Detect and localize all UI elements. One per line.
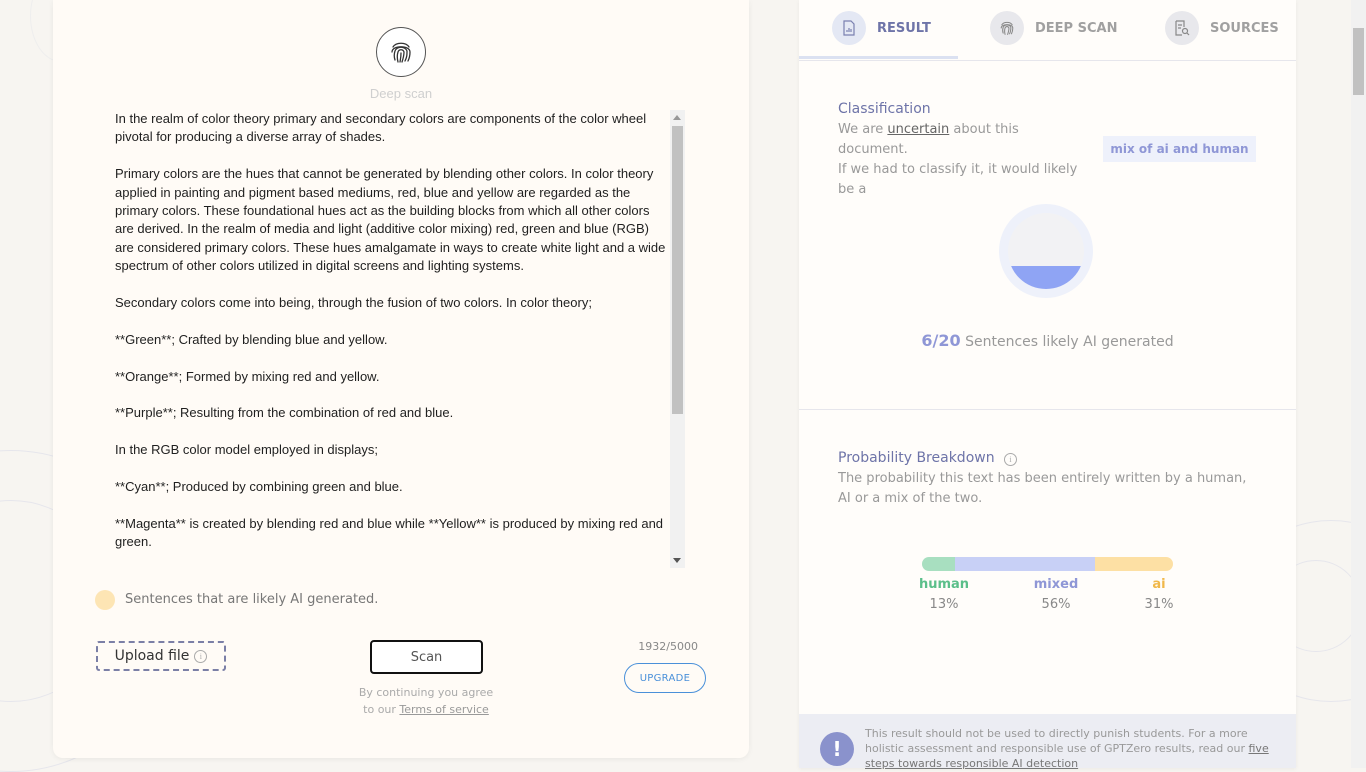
tab-deep-scan[interactable] — [990, 10, 1117, 46]
text-input[interactable] — [115, 110, 671, 568]
tab-result-label: RESULT — [877, 20, 931, 36]
probability-segment-mixed — [955, 557, 1096, 571]
probability-description: The probability this text has been entirely written by a human, AI or a mix of the two. — [838, 471, 1247, 506]
exclamation-icon: ! — [820, 732, 854, 766]
cls-line2: If we had to classify it, it would likely be a — [838, 162, 1078, 197]
uncertain-text: uncertain — [887, 122, 950, 137]
cls-line1-prefix: We are — [838, 122, 884, 137]
tab-sources-label: SOURCES — [1210, 20, 1279, 36]
text-paragraph: **Cyan**; Produced by combining green and blue. — [115, 479, 403, 495]
scroll-up-arrow-icon[interactable] — [673, 115, 681, 120]
probability-segment-human — [922, 557, 955, 571]
ai-legend-text: Sentences that are likely AI generated. — [125, 592, 379, 607]
page-scrollbar[interactable] — [1351, 0, 1366, 768]
gauge-fill — [1008, 266, 1084, 289]
text-scrollbar[interactable] — [670, 110, 685, 568]
text-paragraph: **Orange**; Formed by mixing red and yellow. — [115, 368, 380, 384]
input-card — [53, 0, 749, 758]
section-divider — [799, 409, 1296, 410]
terms-of-service-link[interactable]: Terms of service — [399, 703, 489, 716]
classification-badge: mix of ai and human — [1103, 136, 1256, 162]
text-paragraph: **Purple**; Resulting from the combination of red and blue. — [115, 405, 454, 421]
responsible-ai-link[interactable]: five steps towards responsible AI detection — [865, 742, 1269, 770]
probability-value-human: 13% — [929, 597, 959, 612]
page-scroll-thumb[interactable] — [1353, 28, 1364, 95]
tos-to: to our — [363, 703, 396, 716]
scroll-down-arrow-icon[interactable] — [673, 558, 681, 563]
scan-label: Scan — [410, 649, 443, 665]
fingerprint-icon — [387, 38, 415, 66]
text-paragraph: Primary colors are the hues that cannot be generated by blending other colors. In color theory applied in painting and pigment based mediums, red, blue and yellow are regarded as the primary colors. These foundational hues act as the building blocks from which all other colors are derived. In the realm of media and light (additive color mixing) red, green and blue (RGB) are considered primary colors. These hues amalgamate in ways to create white light and a wide spectrum of other colors utilized in digital screens and lighting systems. — [115, 166, 666, 274]
info-icon[interactable]: i — [194, 650, 207, 663]
cls-line1-suffix: about this document. — [838, 122, 1019, 157]
deep-scan-button[interactable] — [376, 27, 426, 77]
probability-value-ai: 31% — [1144, 597, 1174, 612]
upload-file-label: Upload file — [114, 648, 190, 664]
disclaimer-footer — [799, 714, 1296, 768]
text-paragraph: Secondary colors come into being, through the fusion of two colors. In color theory; — [115, 295, 592, 311]
probability-value-mixed: 56% — [1041, 597, 1071, 612]
fingerprint-icon — [990, 11, 1024, 45]
result-card — [799, 0, 1296, 768]
ai-count-label: Sentences likely AI generated — [965, 334, 1174, 350]
text-paragraph: In the RGB color model employed in displays; — [115, 442, 379, 458]
ai-count-value: 6/20 — [921, 331, 961, 350]
probability-label-ai: ai — [1152, 577, 1166, 592]
ai-sentence-gauge — [999, 204, 1093, 298]
classification-title: Classification — [838, 101, 931, 117]
probability-label-mixed: mixed — [1033, 577, 1079, 592]
character-counter: 1932/5000 — [638, 640, 698, 653]
classification-text — [838, 120, 1090, 200]
scroll-thumb[interactable] — [672, 126, 683, 414]
upgrade-label: UPGRADE — [639, 672, 691, 684]
upgrade-button[interactable] — [624, 663, 706, 693]
probability-title-text: Probability Breakdown — [838, 450, 995, 466]
tos-prefix: By continuing you agree — [358, 686, 494, 699]
document-icon — [832, 11, 866, 45]
probability-bar — [922, 557, 1173, 571]
disclaimer-text — [865, 726, 1270, 771]
info-icon[interactable]: i — [1004, 453, 1017, 466]
text-paragraph: **Magenta** is created by blending red and blue while **Yellow** is produced by mixing red and green. — [115, 515, 664, 550]
ai-legend-dot — [95, 590, 115, 610]
ai-sentence-count — [799, 331, 1296, 350]
probability-title — [838, 450, 1017, 466]
text-paragraph: **Green**; Crafted by blending blue and yellow. — [115, 331, 388, 347]
disclaimer-body: This result should not be used to directly punish students. For a more holistic assessment and responsible use of GPTZero results, read our — [865, 727, 1248, 755]
active-tab-indicator — [799, 56, 958, 59]
tab-sources[interactable] — [1165, 10, 1279, 46]
upload-file-button[interactable] — [96, 641, 226, 671]
probability-segment-ai — [1095, 557, 1173, 571]
search-document-icon — [1165, 11, 1199, 45]
tab-deep-scan-label: DEEP SCAN — [1035, 20, 1118, 36]
scan-button[interactable] — [370, 640, 483, 674]
text-paragraph: In the realm of color theory primary and secondary colors are components of the color wheel pivotal for producing a diverse array of shades. — [115, 111, 647, 145]
tab-result[interactable] — [832, 10, 931, 46]
probability-label-human: human — [918, 577, 970, 592]
result-tabs — [799, 0, 1296, 61]
terms-notice — [351, 684, 501, 718]
deep-scan-label: Deep scan — [369, 86, 433, 101]
